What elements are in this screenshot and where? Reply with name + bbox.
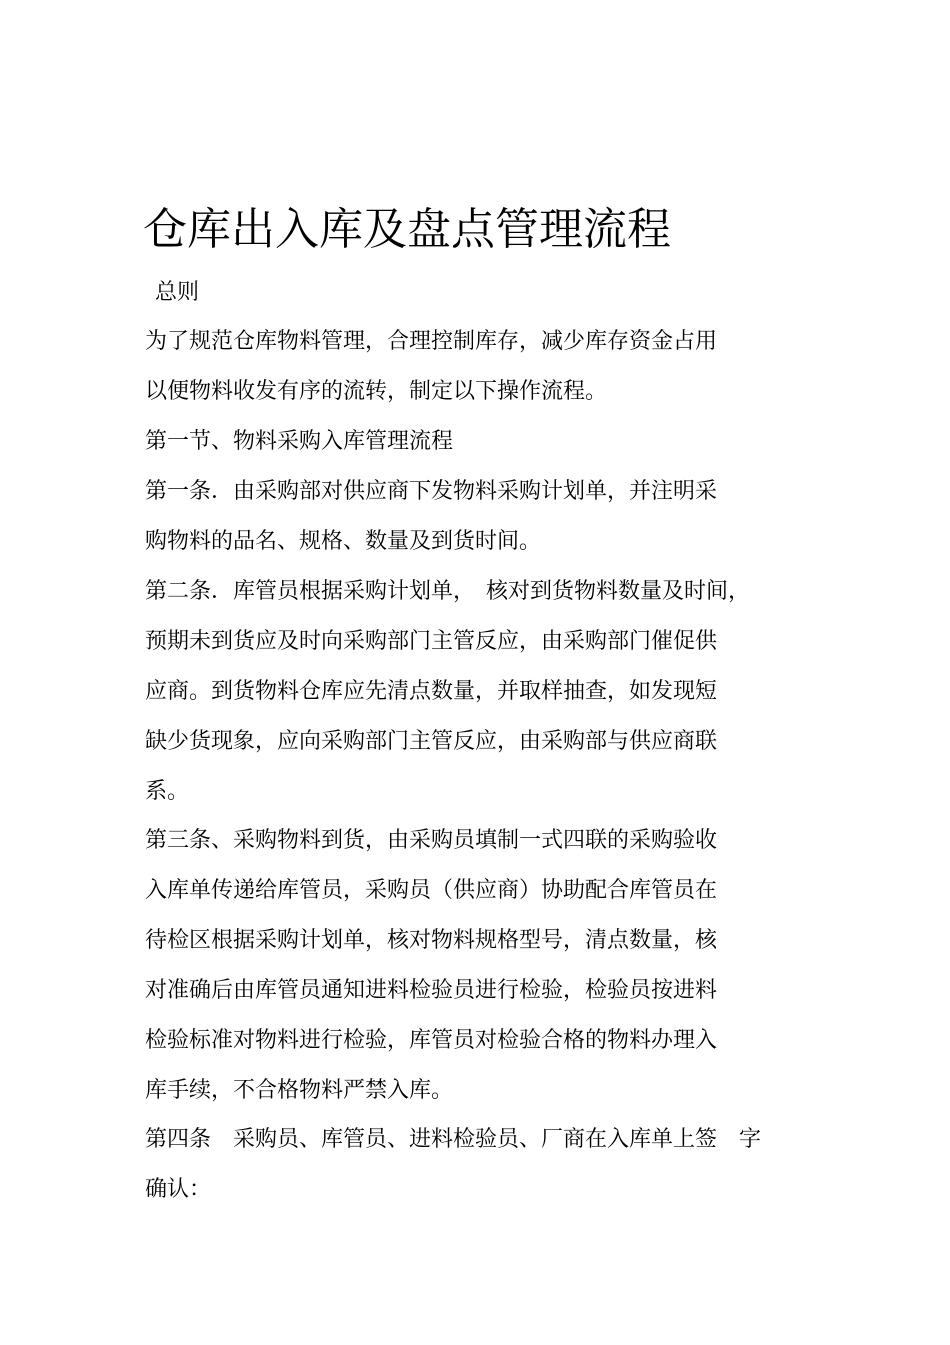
paragraph-line: 第三条、采购物料到货，由采购员填制一式四联的采购验收 (145, 828, 718, 853)
paragraph-line: 第一条．由采购部对供应商下发物料采购计划单，并注明采 (145, 479, 718, 504)
paragraph-line: 确认： (145, 1177, 212, 1202)
paragraph-line: 系。 (145, 779, 190, 804)
paragraph-line: 第四条 采购员、库管员、进料检验员、厂商在入库单上签 字 (145, 1127, 762, 1152)
paragraph-line: 购物料的品名、规格、数量及到货时间。 (145, 529, 542, 554)
paragraph-line: 缺少货现象，应向采购部门主管反应，由采购部与供应商联 (145, 729, 718, 754)
paragraph-line: 为了规范仓库物料管理，合理控制库存，减少库存资金占用 (145, 329, 718, 354)
paragraph-line: 对准确后由库管员通知进料检验员进行检验，检验员按进料 (145, 978, 718, 1003)
paragraph-line: 以便物料收发有序的流转，制定以下操作流程。 (145, 379, 608, 404)
section-heading: 第一节、物料采购入库管理流程 (145, 429, 454, 454)
paragraph-line: 应商。到货物料仓库应先清点数量，并取样抽查，如发现短 (145, 679, 718, 704)
paragraph-line: 入库单传递给库管员，采购员（供应商）协助配合库管员在 (145, 878, 718, 903)
document-title: 仓库出入库及盘点管理流程 (143, 204, 671, 255)
paragraph-line: 预期未到货应及时向采购部门主管反应，由采购部门催促供 (145, 629, 718, 654)
section-general-heading: 总则 (155, 280, 200, 305)
paragraph-line: 第二条．库管员根据采购计划单， 核对到货物料数量及时间， (145, 579, 751, 604)
paragraph-line: 检验标准对物料进行检验，库管员对检验合格的物料办理入 (145, 1028, 718, 1053)
paragraph-line: 库手续，不合格物料严禁入库。 (145, 1078, 454, 1103)
paragraph-line: 待检区根据采购计划单，核对物料规格型号，清点数量，核 (145, 928, 718, 953)
